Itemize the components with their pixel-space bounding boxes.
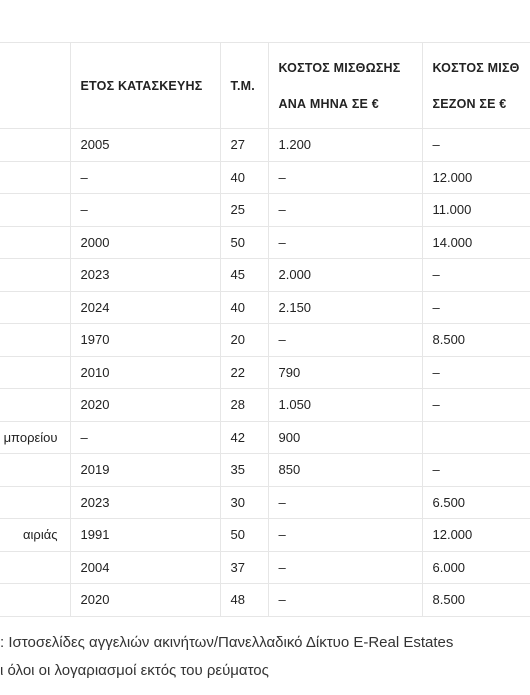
monthly-rent-cell: 2.150 [268,291,422,324]
sqm-cell: 40 [220,161,268,194]
header-area [0,43,70,129]
season-rent-cell: – [422,356,530,389]
sqm-cell: 35 [220,454,268,487]
area-cell: αιριάς [0,519,70,552]
monthly-rent-cell: – [268,194,422,227]
sqm-cell: 42 [220,421,268,454]
year-cell: – [70,161,220,194]
area-cell [0,389,70,422]
sqm-cell: 45 [220,259,268,292]
season-rent-cell: 14.000 [422,226,530,259]
sqm-cell: 50 [220,519,268,552]
season-rent-cell: 6.000 [422,551,530,584]
year-cell: 2000 [70,226,220,259]
sqm-cell: 27 [220,129,268,162]
season-rent-cell: – [422,389,530,422]
season-rent-cell: – [422,291,530,324]
area-cell [0,226,70,259]
sqm-cell: 25 [220,194,268,227]
season-rent-cell: 8.500 [422,324,530,357]
table-row [0,486,530,519]
area-cell: μπορείου [0,421,70,454]
rental-costs-table [0,42,530,617]
year-cell: 2024 [70,291,220,324]
season-rent-cell: – [422,259,530,292]
table-row [0,161,530,194]
table-row [0,421,530,454]
rental-costs-table-container [0,42,530,617]
area-cell [0,551,70,584]
table-row [0,454,530,487]
year-cell: 1970 [70,324,220,357]
area-cell [0,161,70,194]
monthly-rent-cell: 2.000 [268,259,422,292]
year-cell: 2023 [70,259,220,292]
header-season-rent [422,43,530,129]
season-rent-cell: – [422,454,530,487]
sqm-cell: 50 [220,226,268,259]
header-monthly-rent-line2: ΑΝΑ ΜΗΝΑ ΣΕ € [278,96,379,111]
monthly-rent-cell: 790 [268,356,422,389]
header-square-meters: Τ.Μ. [220,43,268,129]
header-monthly-rent [268,43,422,129]
monthly-rent-cell: – [268,519,422,552]
header-season-rent-line2: ΣΕΖΟΝ ΣΕ € [432,96,507,111]
area-cell [0,356,70,389]
monthly-rent-cell: 900 [268,421,422,454]
year-cell: 2023 [70,486,220,519]
monthly-rent-cell: – [268,324,422,357]
area-cell [0,291,70,324]
monthly-rent-cell: – [268,161,422,194]
table-header-row [0,43,530,129]
area-cell [0,129,70,162]
table-row [0,259,530,292]
table-row [0,551,530,584]
area-cell [0,194,70,227]
year-cell: 2019 [70,454,220,487]
season-rent-cell: 8.500 [422,584,530,617]
sqm-cell: 37 [220,551,268,584]
sqm-cell: 40 [220,291,268,324]
table-row [0,389,530,422]
year-cell: 2010 [70,356,220,389]
season-rent-cell: 12.000 [422,161,530,194]
monthly-rent-cell: 850 [268,454,422,487]
season-rent-cell: 12.000 [422,519,530,552]
sqm-cell: 28 [220,389,268,422]
year-cell: – [70,421,220,454]
year-cell: – [70,194,220,227]
area-cell [0,584,70,617]
header-construction-year: ΕΤΟΣ ΚΑΤΑΣΚΕΥΗΣ [70,43,220,129]
area-cell [0,259,70,292]
season-rent-cell: – [422,129,530,162]
table-row [0,226,530,259]
table-body [0,129,530,617]
season-rent-cell: 6.500 [422,486,530,519]
year-cell: 2020 [70,584,220,617]
monthly-rent-cell: – [268,226,422,259]
monthly-rent-cell: – [268,551,422,584]
monthly-rent-cell: 1.050 [268,389,422,422]
year-cell: 1991 [70,519,220,552]
table-row [0,519,530,552]
table-row [0,129,530,162]
year-cell: 2020 [70,389,220,422]
season-rent-cell [422,421,530,454]
year-cell: 2005 [70,129,220,162]
table-row [0,356,530,389]
season-rent-cell: 11.000 [422,194,530,227]
monthly-rent-cell: – [268,486,422,519]
header-season-rent-line1: ΚΟΣΤΟΣ ΜΙΣΘ [432,60,520,75]
sqm-cell: 20 [220,324,268,357]
sqm-cell: 48 [220,584,268,617]
sqm-cell: 30 [220,486,268,519]
table-row [0,194,530,227]
bills-note: ι όλοι οι λογαριασμοί εκτός του ρεύματος [0,662,269,679]
header-monthly-rent-line1: ΚΟΣΤΟΣ ΜΙΣΘΩΣΗΣ [278,60,401,75]
sqm-cell: 22 [220,356,268,389]
area-cell [0,486,70,519]
area-cell [0,454,70,487]
monthly-rent-cell: 1.200 [268,129,422,162]
year-cell: 2004 [70,551,220,584]
monthly-rent-cell: – [268,584,422,617]
area-cell [0,324,70,357]
table-row [0,291,530,324]
source-note: : Ιστοσελίδες αγγελιών ακινήτων/Πανελλαδικό Δίκτυο E-Real Estates [0,634,454,651]
table-row [0,324,530,357]
table-row [0,584,530,617]
